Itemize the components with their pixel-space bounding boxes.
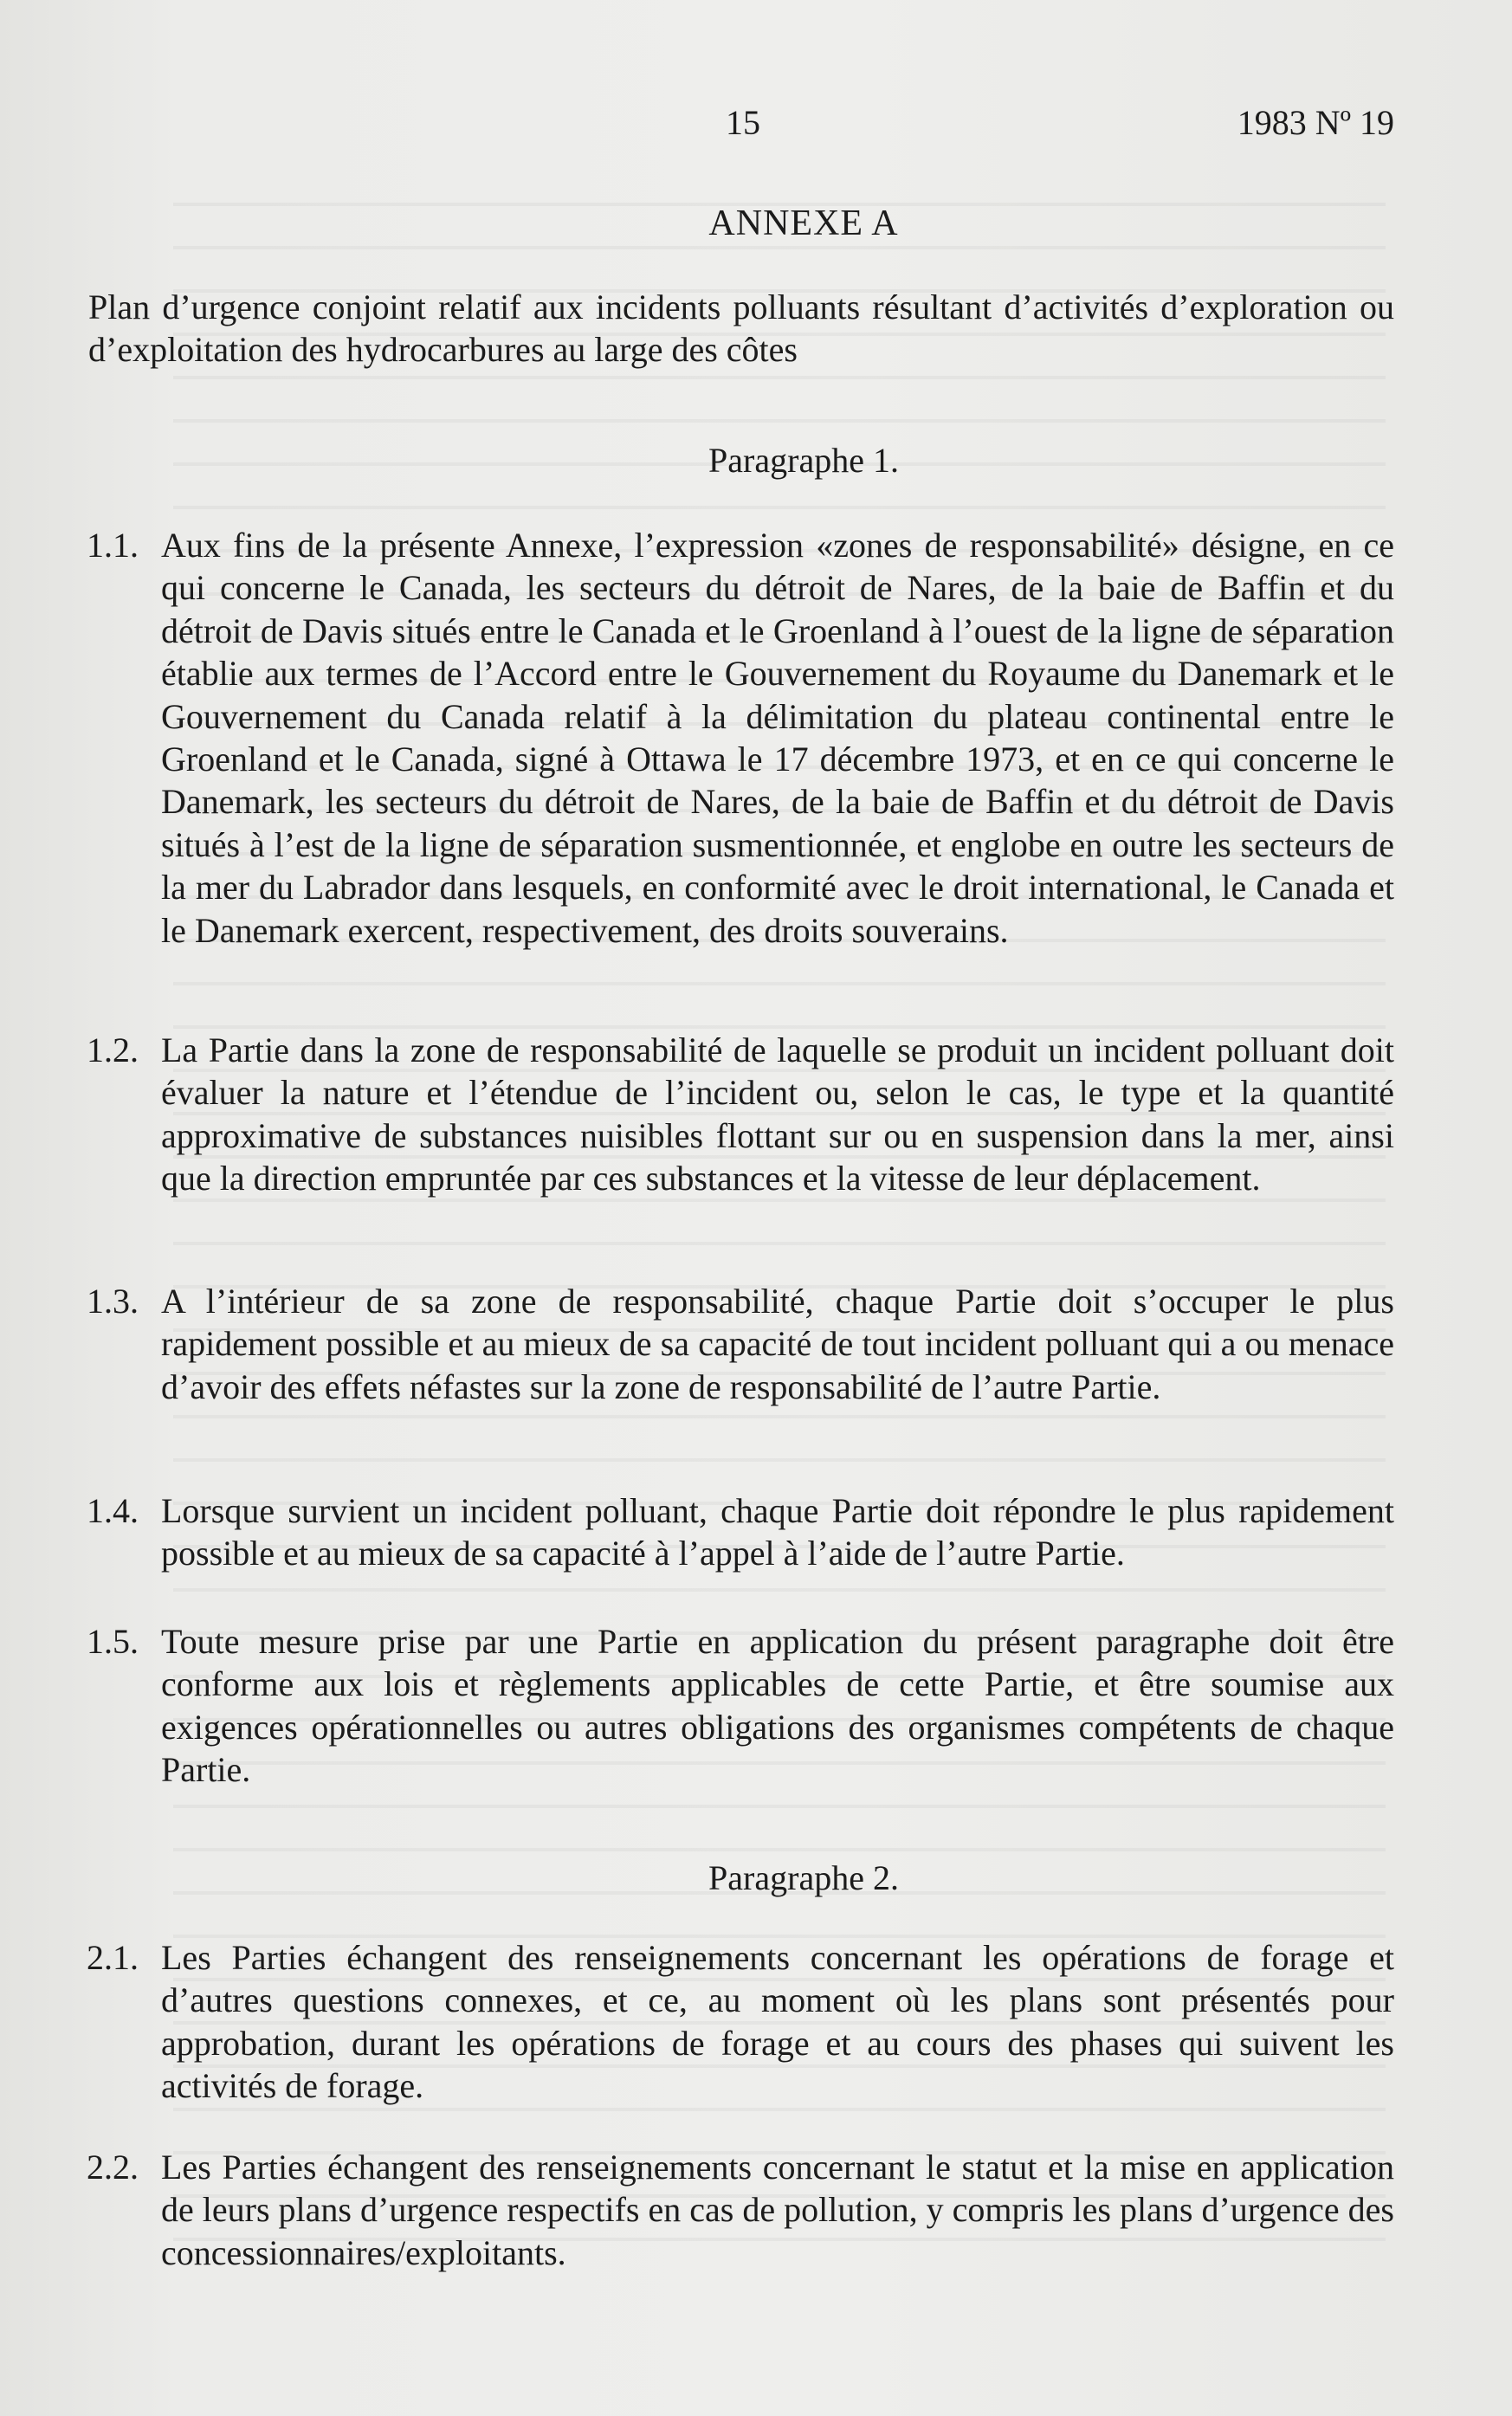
section-heading-1: Paragraphe 1. [708, 441, 899, 480]
paragraph-number: 1.1. [87, 526, 139, 565]
paragraph-text: Aux fins de la présente Annexe, l’expression «zones de responsabilité» désigne, en ce qui concerne le Canada, les secteurs du détroit de Nares, de la baie de Baffin et du détroit de Davis situés entre le Canada et le Groenland à l’ouest de la ligne de séparation établie aux termes de l’Accord entre le Gouvernement du Royaume du Danemark et le Gouvernement du Canada relatif à la délimitation du plateau continental entre le Groenland et le Canada, signé à Ottawa le 17 décembre 1973, et en ce qui concerne le Danemark, les secteurs du détroit de Nares, de la baie de Baffin et du détroit de Davis situés à l’est de la ligne de séparation susmentionnée, et englobe en outre les secteurs de la mer du Labrador dans lesquels, en conformité avec le droit international, le Canada et le Danemark exercent, respectivement, des droits souverains. [161, 526, 1394, 950]
paragraph-text: Les Parties échangent des renseignements concernant le statut et la mise en application de leurs plans d’urgence respectifs en cas de pollution, y compris les plans d’urgence des concessionnaires/exploitants. [161, 2148, 1394, 2272]
paragraph-text: A l’intérieur de sa zone de responsabilité, chaque Partie doit s’occuper le plus rapidement possible et au mieux de sa capacité de tout incident polluant qui a ou menace d’avoir des effets néfastes sur la zone de responsabilité de l’autre Partie. [161, 1282, 1394, 1406]
paragraph-text: Toute mesure prise par une Partie en application du présent paragraphe doit être conforme aux lois et règlements applicables de cette Partie, et être soumise aux exigences opérationnelles ou autres obligations des organismes compétents de chaque Partie. [161, 1622, 1394, 1790]
page-number: 15 [726, 103, 760, 142]
paragraph-text: Les Parties échangent des renseignements concernant les opérations de forage et d’autres questions connexes, et ce, au moment où les plans sont présentés pour approbation, durant les opérations de forage et au cours des phases qui suivent les activités de forage. [161, 1938, 1394, 2106]
paragraph-number: 1.3. [87, 1282, 139, 1321]
paragraph-1-1 [87, 524, 1394, 952]
paragraph-number: 2.2. [87, 2148, 139, 2187]
section-heading-2: Paragraphe 2. [708, 1858, 899, 1897]
document-reference: 1983 Nº 19 [1237, 103, 1394, 142]
paragraph-2-2 [87, 2146, 1394, 2274]
paragraph-number: 1.5. [87, 1622, 139, 1661]
plan-title: Plan d’urgence conjoint relatif aux incidents polluants résultant d’activités d’exploration ou d’exploitation des hydrocarbures au large des côtes [88, 287, 1394, 369]
paragraph-1-4 [87, 1489, 1394, 1575]
page-header [0, 102, 1512, 154]
annex-title: ANNEXE A [708, 203, 899, 243]
paragraph-number: 2.1. [87, 1938, 139, 1977]
paragraph-1-5 [87, 1620, 1394, 1792]
paragraph-number: 1.4. [87, 1491, 139, 1530]
paragraph-number: 1.2. [87, 1030, 139, 1069]
paragraph-1-3 [87, 1280, 1394, 1408]
paragraph-2-1 [87, 1936, 1394, 2108]
paragraph-text: La Partie dans la zone de responsabilité de laquelle se produit un incident polluant doit évaluer la nature et l’étendue de l’incident ou, selon le cas, le type et la quantité approximative de substances nuisibles flottant sur ou en suspension dans la mer, ainsi que la direction empruntée par ces substances et la vitesse de leur déplacement. [161, 1030, 1394, 1198]
paragraph-text: Lorsque survient un incident polluant, chaque Partie doit répondre le plus rapidement possible et au mieux de sa capacité à l’appel à l’aide de l’autre Partie. [161, 1491, 1394, 1573]
paragraph-1-2 [87, 1029, 1394, 1200]
